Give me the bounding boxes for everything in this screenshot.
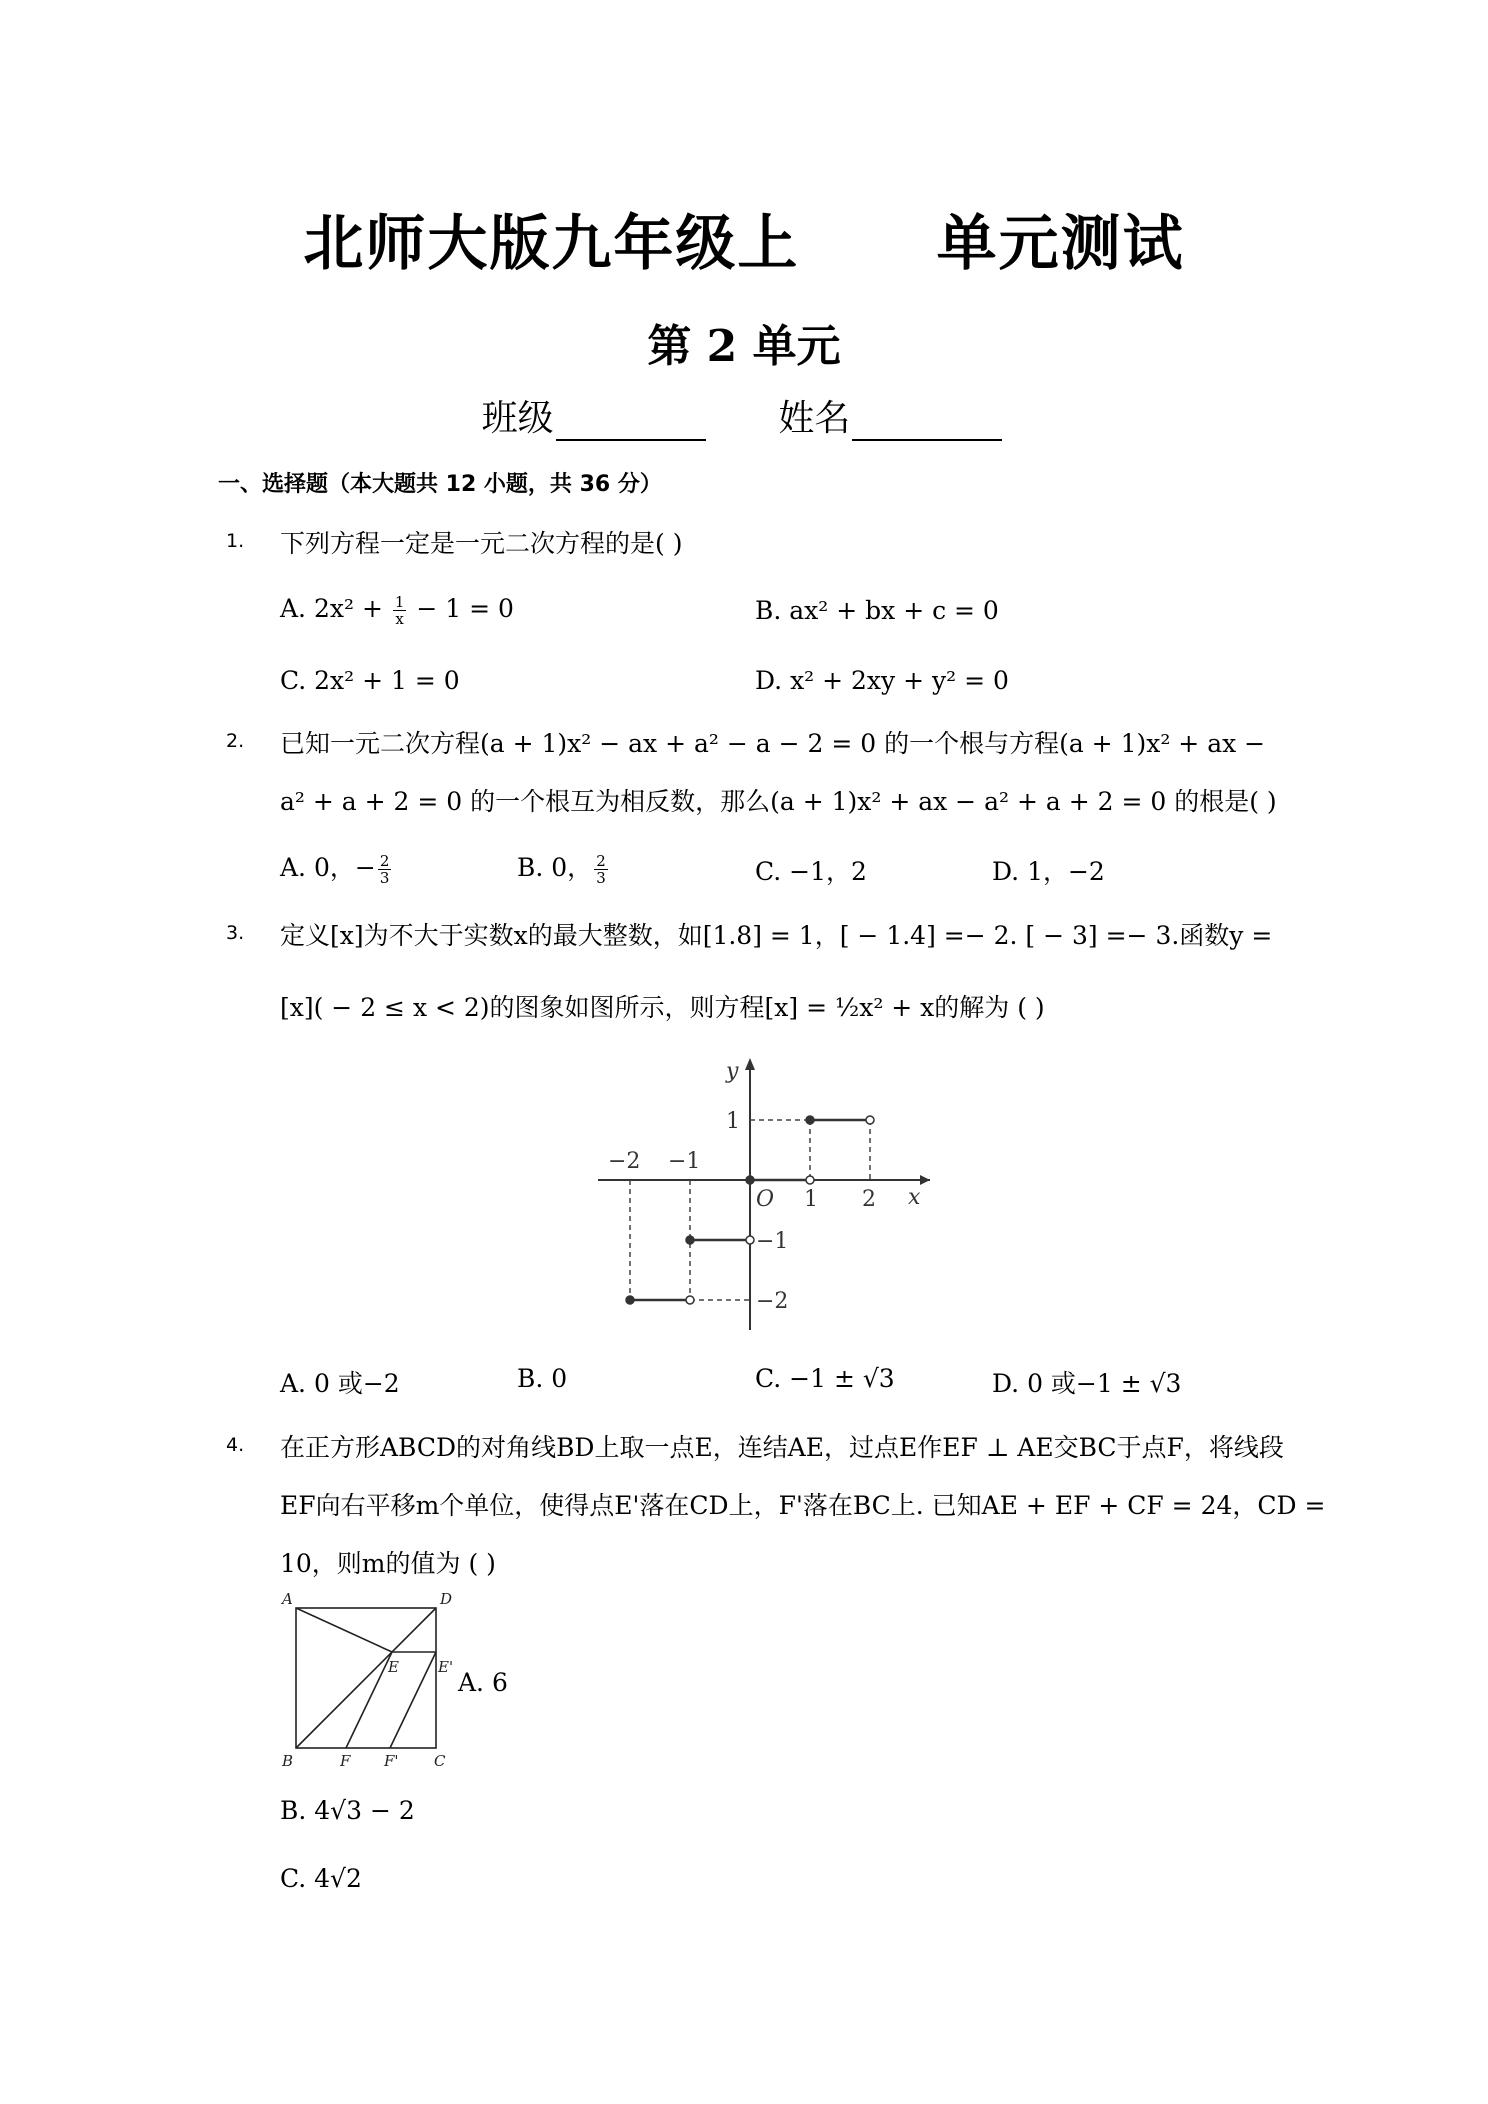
q1-option-c: C. 2x² + 1 = 0: [280, 666, 460, 695]
question-2-line-2: a² + a + 2 = 0 的一个根互为相反数，那么(a + 1)x² + ax − a² + a + 2 = 0 的根是( ): [280, 787, 1277, 816]
origin-label: O: [756, 1187, 775, 1212]
closed-point: [626, 1296, 634, 1304]
q3-option-a: A. 0 或−2: [280, 1369, 400, 1398]
question-1-text: 下列方程一定是一元二次方程的是( ): [280, 529, 683, 558]
x-axis-arrow: [920, 1175, 930, 1185]
x-tick-label: −2: [608, 1149, 641, 1174]
segment-ae: [296, 1608, 392, 1652]
open-point: [746, 1236, 754, 1244]
class-blank[interactable]: [556, 405, 706, 441]
x-tick-label: 2: [862, 1187, 876, 1212]
y-axis-arrow: [745, 1058, 755, 1070]
point-label: E': [438, 1658, 454, 1676]
square-abcd-figure: [270, 1590, 454, 1770]
closed-point: [686, 1236, 694, 1244]
q3-option-d: D. 0 或−1 ± √3: [992, 1369, 1182, 1398]
question-4-number: 4.: [226, 1434, 245, 1456]
q4-option-a: A. 6: [458, 1668, 508, 1697]
q1-option-b: B. ax² + bx + c = 0: [755, 596, 999, 625]
point-label: D: [440, 1590, 453, 1608]
question-4-line-2: EF向右平移m个单位，使得点E'落在CD上，F'落在BC上. 已知AE + EF + CF = 24，CD =: [280, 1491, 1326, 1520]
q2-option-c: C. −1，2: [755, 857, 867, 886]
x-tick-label: −1: [668, 1149, 701, 1174]
x-axis-label: x: [908, 1185, 921, 1210]
q2-option-a: A. 0，− $\frac{2}{3}$: [280, 852, 390, 887]
q4-option-b: B. 4√3 − 2: [280, 1796, 415, 1825]
segment-ef: [346, 1652, 392, 1748]
question-3-line-1: 定义[x]为不大于实数x的最大整数，如[1.8] = 1，[ − 1.4] =− 2. [ − 3] =− 3.函数y =: [280, 921, 1273, 950]
question-2-number: 2.: [226, 730, 245, 752]
q3-option-b: B. 0: [517, 1364, 568, 1393]
student-info: [0, 390, 1488, 441]
q2-option-b: B. 0， $\frac{2}{3}$: [517, 852, 606, 887]
floor-function-graph: [590, 1052, 940, 1336]
point-label: C: [434, 1752, 446, 1770]
question-4-line-1: 在正方形ABCD的对角线BD上取一点E，连结AE，过点E作EF ⊥ AE交BC于点F，将线段: [280, 1433, 1284, 1462]
name-blank[interactable]: [852, 405, 1002, 441]
q1-option-a: A. 2x² + $\frac{1}{x}$ − 1 = 0: [280, 593, 514, 628]
y-axis-label: y: [726, 1059, 739, 1084]
closed-point: [806, 1116, 814, 1124]
section-heading: 一、选择题（本大题共 12 小题，共 36 分）: [218, 472, 662, 497]
diagonal-bd: [296, 1608, 436, 1748]
x-tick-label: 1: [804, 1187, 818, 1212]
closed-point: [746, 1176, 754, 1184]
q4-option-c: C. 4√2: [280, 1864, 362, 1893]
q1-option-d: D. x² + 2xy + y² = 0: [755, 666, 1009, 695]
question-3-number: 3.: [226, 922, 245, 944]
point-label: B: [282, 1752, 294, 1770]
question-1-number: 1.: [226, 530, 245, 552]
unit-subtitle: 第 2 单元: [647, 321, 841, 372]
q3-option-c: C. −1 ± √3: [755, 1364, 895, 1393]
y-tick-label: −2: [756, 1289, 789, 1314]
point-label: F: [340, 1752, 351, 1770]
point-label: E: [388, 1658, 399, 1676]
question-4-line-3: 10，则m的值为 ( ): [280, 1549, 496, 1578]
name-label: 姓名: [778, 398, 851, 439]
page-title: 北师大版九年级上 单元测试: [303, 209, 1185, 279]
class-label: 班级: [481, 398, 554, 439]
q2-option-d: D. 1，−2: [992, 857, 1105, 886]
y-tick-label: 1: [726, 1109, 740, 1134]
y-tick-label: −1: [756, 1229, 789, 1254]
point-label: A: [282, 1590, 293, 1608]
open-point: [866, 1116, 874, 1124]
point-label: F': [384, 1752, 399, 1770]
question-2-line-1: 已知一元二次方程(a + 1)x² − ax + a² − a − 2 = 0 的一个根与方程(a + 1)x² + ax −: [280, 729, 1266, 758]
open-point: [686, 1296, 694, 1304]
open-point: [806, 1176, 814, 1184]
question-3-line-2: [x]( − 2 ≤ x < 2)的图象如图所示，则方程[x] = ½x² + x的解为 ( ): [280, 993, 1045, 1022]
